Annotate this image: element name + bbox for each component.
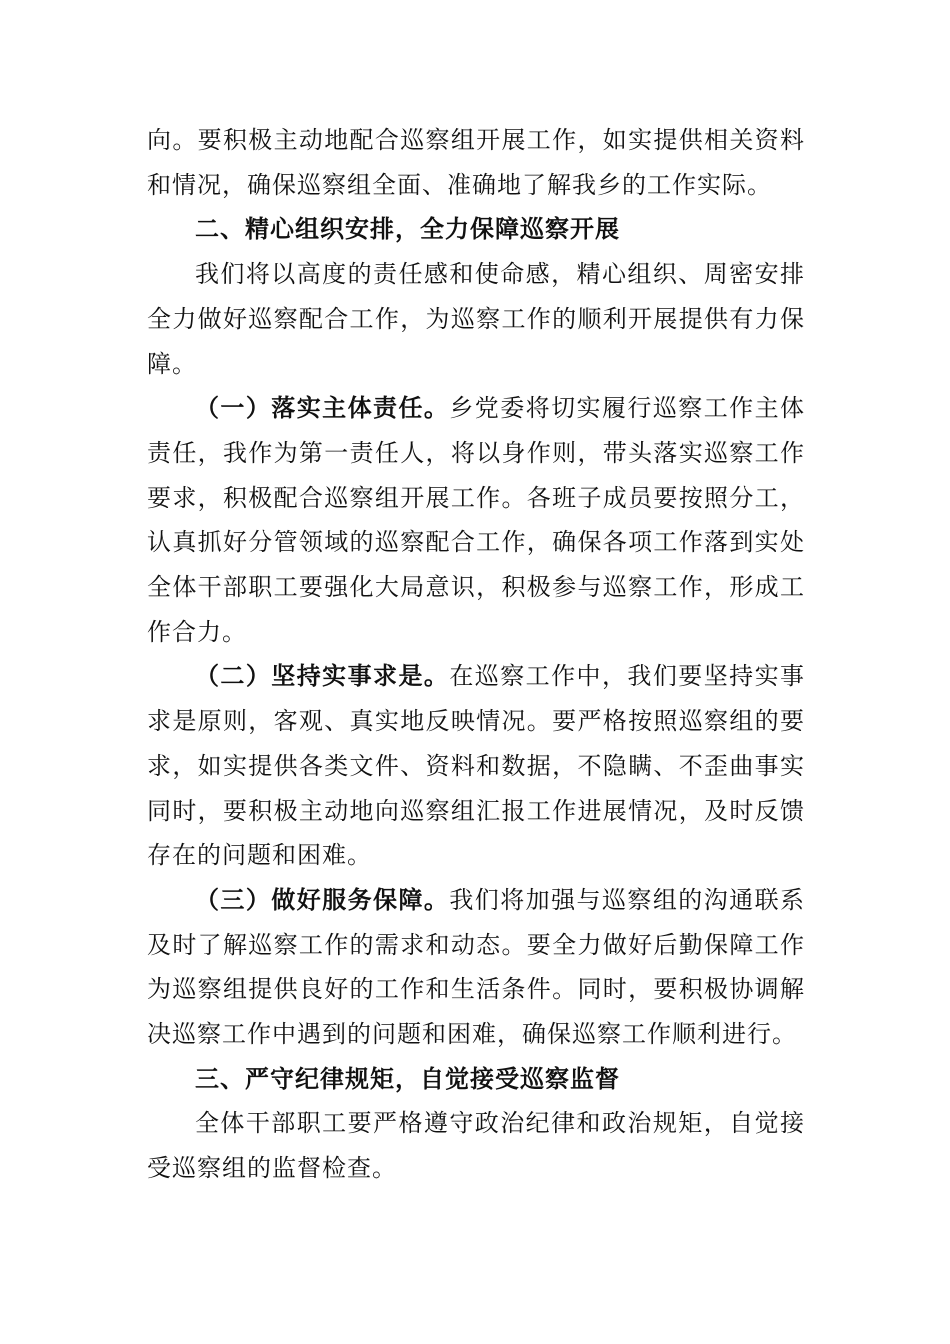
paragraph-line: 全力做好巡察配合工作，为巡察工作的顺利开展提供有力保	[147, 304, 805, 333]
paragraph-line	[195, 885, 805, 915]
paragraph-line: 责任，我作为第一责任人，将以身作则，带头落实巡察工作	[147, 438, 805, 467]
paragraph-line: 决巡察工作中遇到的问题和困难，确保巡察工作顺利进行。	[147, 1020, 797, 1048]
paragraph-line: 求是原则，客观、真实地反映情况。要严格按照巡察组的要	[147, 707, 805, 736]
paragraph-line: 求，如实提供各类文件、资料和数据，不隐瞒、不歪曲事实	[147, 751, 805, 780]
paragraph-line	[195, 661, 805, 691]
paragraph-line: 和情况，确保巡察组全面、准确地了解我乡的工作实际。	[147, 170, 772, 199]
item-text: 乡党委将切实履行巡察工作主体	[449, 394, 806, 423]
paragraph-line: 认真抓好分管领域的巡察配合工作，确保各项工作落到实处	[147, 528, 805, 557]
paragraph-line: 障。	[147, 349, 197, 378]
paragraph-line: 全体干部职工要强化大局意识，积极参与巡察工作，形成工	[147, 573, 805, 601]
paragraph-line: 存在的问题和困难。	[147, 841, 372, 870]
paragraph-line: 为巡察组提供良好的工作和生活条件。同时，要积极协调解	[147, 975, 805, 1004]
paragraph-line: 同时，要积极主动地向巡察组汇报工作进展情况，及时反馈	[147, 796, 805, 825]
section-heading: 三、严守纪律规矩，自觉接受巡察监督	[195, 1064, 620, 1093]
paragraph-line	[195, 393, 805, 423]
paragraph-line: 向。要积极主动地配合巡察组开展工作，如实提供相关资料	[147, 126, 805, 154]
paragraph-line: 全体干部职工要严格遵守政治纪律和政治规矩，自觉接	[195, 1109, 805, 1138]
paragraph-line: 及时了解巡察工作的需求和动态。要全力做好后勤保障工作	[147, 930, 805, 959]
section-heading: 二、精心组织安排，全力保障巡察开展	[195, 215, 620, 244]
item-lead-title: （三）做好服务保障。	[195, 884, 450, 914]
paragraph-line: 我们将以高度的责任感和使命感，精心组织、周密安排	[195, 260, 805, 289]
paragraph-line: 受巡察组的监督检查。	[147, 1154, 397, 1183]
item-text: 我们将加强与巡察组的沟通联系	[449, 885, 806, 914]
item-lead-title: （二）坚持实事求是。	[195, 661, 450, 691]
paragraph-line: 要求，积极配合巡察组开展工作。各班子成员要按照分工，	[147, 483, 805, 512]
item-lead-title: （一）落实主体责任。	[195, 393, 450, 423]
paragraph-line: 作合力。	[147, 617, 247, 646]
item-text: 在巡察工作中，我们要坚持实事	[449, 662, 806, 691]
